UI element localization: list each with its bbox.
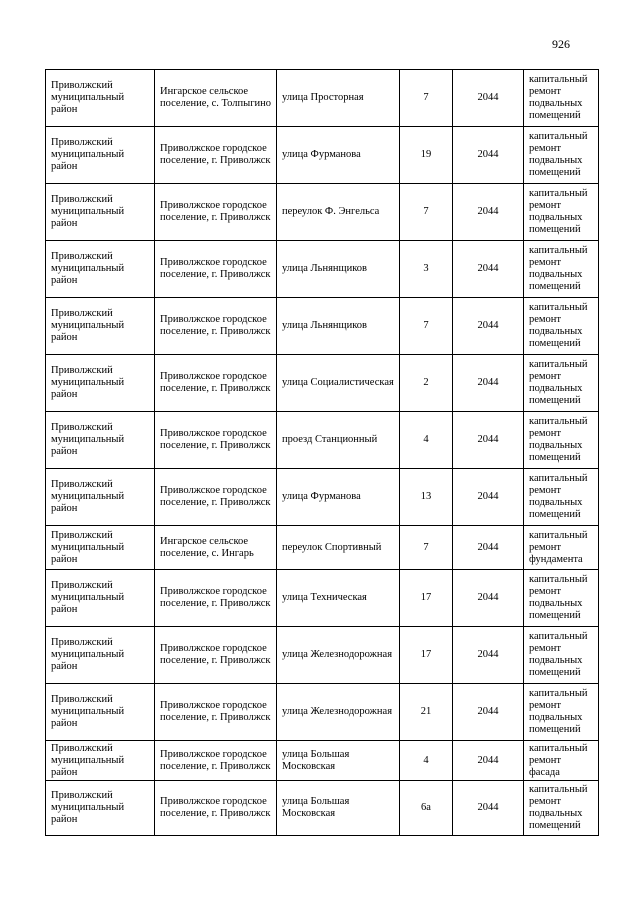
table-row [46, 469, 599, 526]
house-number-cell: 21 [400, 684, 453, 741]
work-type-cell: капитальный ремонт подвальных помещений [524, 298, 599, 355]
street-cell: переулок Ф. Энгельса [277, 184, 400, 241]
settlement-cell: Приволжское городское поселение, г. Приволжск [155, 184, 277, 241]
house-number-cell: 3 [400, 241, 453, 298]
work-type-cell: капитальный ремонт подвальных помещений [524, 684, 599, 741]
year-cell: 2044 [453, 526, 524, 570]
work-type-cell: капитальный ремонт подвальных помещений [524, 127, 599, 184]
settlement-cell: Приволжское городское поселение, г. Приволжск [155, 627, 277, 684]
street-cell: улица Льнянщиков [277, 298, 400, 355]
street-cell: улица Просторная [277, 70, 400, 127]
house-number-cell: 2 [400, 355, 453, 412]
district-cell: Приволжский муниципальный район [46, 298, 155, 355]
table-row [46, 526, 599, 570]
work-type-cell: капитальный ремонт подвальных помещений [524, 70, 599, 127]
year-cell: 2044 [453, 741, 524, 781]
district-cell: Приволжский муниципальный район [46, 469, 155, 526]
house-number-cell: 4 [400, 412, 453, 469]
settlement-cell: Приволжское городское поселение, г. Приволжск [155, 127, 277, 184]
work-type-cell: капитальный ремонт подвальных помещений [524, 627, 599, 684]
year-cell: 2044 [453, 627, 524, 684]
district-cell: Приволжский муниципальный район [46, 355, 155, 412]
settlement-cell: Приволжское городское поселение, г. Приволжск [155, 298, 277, 355]
settlement-cell: Приволжское городское поселение, г. Приволжск [155, 412, 277, 469]
page-number: 926 [552, 37, 570, 51]
settlement-cell: Приволжское городское поселение, г. Приволжск [155, 684, 277, 741]
work-type-cell: капитальный ремонт подвальных помещений [524, 570, 599, 627]
house-number-cell: 6а [400, 781, 453, 836]
district-cell: Приволжский муниципальный район [46, 570, 155, 627]
work-type-cell: капитальный ремонт подвальных помещений [524, 355, 599, 412]
registry-table [45, 69, 599, 836]
work-type-cell: капитальный ремонт фундамента [524, 526, 599, 570]
street-cell: улица Фурманова [277, 127, 400, 184]
district-cell: Приволжский муниципальный район [46, 412, 155, 469]
district-cell: Приволжский муниципальный район [46, 627, 155, 684]
street-cell: улица Фурманова [277, 469, 400, 526]
table-row [46, 241, 599, 298]
house-number-cell: 7 [400, 526, 453, 570]
house-number-cell: 17 [400, 570, 453, 627]
year-cell: 2044 [453, 298, 524, 355]
table-row [46, 127, 599, 184]
settlement-cell: Приволжское городское поселение, г. Приволжск [155, 469, 277, 526]
table-row [46, 412, 599, 469]
table-row [46, 298, 599, 355]
settlement-cell: Приволжское городское поселение, г. Приволжск [155, 741, 277, 781]
table-row [46, 570, 599, 627]
table-row [46, 781, 599, 836]
street-cell: переулок Спортивный [277, 526, 400, 570]
work-type-cell: капитальный ремонт подвальных помещений [524, 469, 599, 526]
work-type-cell: капитальный ремонт подвальных помещений [524, 241, 599, 298]
table-row [46, 684, 599, 741]
district-cell: Приволжский муниципальный район [46, 70, 155, 127]
year-cell: 2044 [453, 684, 524, 741]
house-number-cell: 7 [400, 184, 453, 241]
district-cell: Приволжский муниципальный район [46, 741, 155, 781]
table-row [46, 184, 599, 241]
work-type-cell: капитальный ремонт подвальных помещений [524, 781, 599, 836]
district-cell: Приволжский муниципальный район [46, 526, 155, 570]
settlement-cell: Приволжское городское поселение, г. Приволжск [155, 781, 277, 836]
street-cell: улица Железнодорожная [277, 627, 400, 684]
table-row [46, 70, 599, 127]
house-number-cell: 13 [400, 469, 453, 526]
house-number-cell: 4 [400, 741, 453, 781]
year-cell: 2044 [453, 127, 524, 184]
street-cell: проезд Станционный [277, 412, 400, 469]
district-cell: Приволжский муниципальный район [46, 781, 155, 836]
district-cell: Приволжский муниципальный район [46, 241, 155, 298]
year-cell: 2044 [453, 469, 524, 526]
settlement-cell: Приволжское городское поселение, г. Приволжск [155, 355, 277, 412]
settlement-cell: Ингарское сельское поселение, с. Ингарь [155, 526, 277, 570]
year-cell: 2044 [453, 781, 524, 836]
street-cell: улица Социалистическая [277, 355, 400, 412]
house-number-cell: 19 [400, 127, 453, 184]
settlement-cell: Ингарское сельское поселение, с. Толпыгино [155, 70, 277, 127]
district-cell: Приволжский муниципальный район [46, 127, 155, 184]
settlement-cell: Приволжское городское поселение, г. Приволжск [155, 241, 277, 298]
street-cell: улица Железнодорожная [277, 684, 400, 741]
year-cell: 2044 [453, 412, 524, 469]
house-number-cell: 7 [400, 298, 453, 355]
year-cell: 2044 [453, 241, 524, 298]
street-cell: улица Льнянщиков [277, 241, 400, 298]
work-type-cell: капитальный ремонт фасада [524, 741, 599, 781]
table-row [46, 627, 599, 684]
district-cell: Приволжский муниципальный район [46, 184, 155, 241]
house-number-cell: 17 [400, 627, 453, 684]
street-cell: улица Большая Московская [277, 741, 400, 781]
work-type-cell: капитальный ремонт подвальных помещений [524, 412, 599, 469]
settlement-cell: Приволжское городское поселение, г. Приволжск [155, 570, 277, 627]
year-cell: 2044 [453, 184, 524, 241]
street-cell: улица Техническая [277, 570, 400, 627]
year-cell: 2044 [453, 355, 524, 412]
year-cell: 2044 [453, 570, 524, 627]
table-row [46, 355, 599, 412]
year-cell: 2044 [453, 70, 524, 127]
district-cell: Приволжский муниципальный район [46, 684, 155, 741]
house-number-cell: 7 [400, 70, 453, 127]
street-cell: улица Большая Московская [277, 781, 400, 836]
work-type-cell: капитальный ремонт подвальных помещений [524, 184, 599, 241]
table-row [46, 741, 599, 781]
